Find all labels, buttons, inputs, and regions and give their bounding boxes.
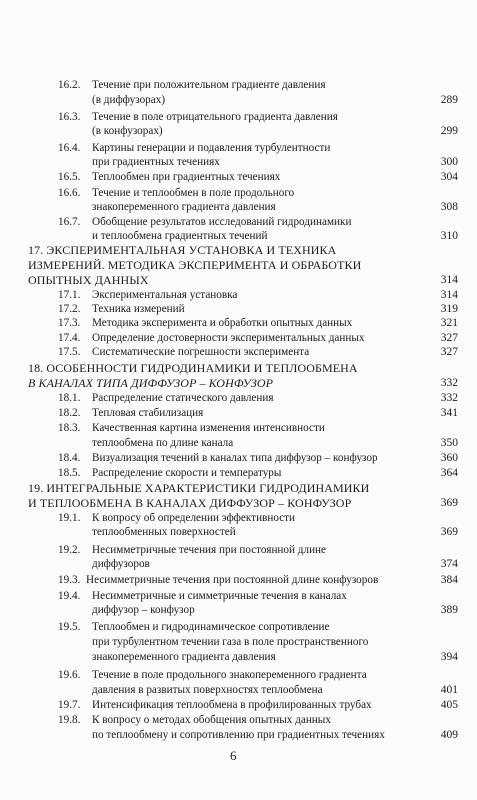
toc-entry-19-6: 19.6. Течение в поле продольного знакопеременного градиента — [58, 669, 367, 681]
page-ref: 389 — [440, 604, 458, 616]
toc-entry-19-7: 19.7. Интенсификация теплообмена в профилированных трубах — [58, 699, 372, 711]
toc-entry-19-4-cont: диффузор – конфузор — [92, 604, 195, 616]
page-number: 6 — [230, 748, 237, 763]
page-ref: 374 — [440, 558, 458, 570]
toc-entry-19-1: 19.1. К вопросу об определении эффективности — [58, 512, 296, 524]
page-ref: 360 — [440, 452, 458, 464]
toc-entry-17-1: 17.1. Экспериментальная установка — [58, 289, 238, 301]
page-ref: 308 — [440, 201, 458, 213]
chapter-heading-17-cont: ОПЫТНЫХ ДАННЫХ — [28, 273, 149, 287]
toc-entry-16-7: 16.7. Обобщение результатов исследований гидродинамики — [58, 216, 352, 228]
toc-entry-18-3: 18.3. Качественная картина изменения интенсивности — [58, 422, 325, 434]
page-ref: 319 — [440, 303, 458, 315]
chapter-heading-19: 19. ИНТЕГРАЛЬНЫЕ ХАРАКТЕРИСТИКИ ГИДРОДИНАМИКИ — [28, 481, 370, 495]
toc-entry-19-2-cont: диффузоров — [92, 558, 150, 570]
page-ref: 327 — [440, 346, 458, 358]
page-ref: 401 — [440, 684, 458, 696]
toc-entry-19-4: 19.4. Несимметричные и симметричные течения в каналах — [58, 590, 347, 602]
toc-entry-16-5: 16.5. Теплообмен при градиентных течениях — [58, 171, 281, 183]
toc-entry-19-5: 19.5. Теплообмен и гидродинамическое сопротивление — [58, 621, 330, 633]
toc-entry-16-2: 16.2. Течение при положительном градиенте давления — [58, 79, 326, 91]
toc-entry-18-3-cont: теплообмена по длине канала — [92, 437, 234, 449]
page-ref: 369 — [440, 526, 458, 538]
page-ref: 384 — [440, 574, 458, 586]
chapter-heading-18-cont: В КАНАЛАХ ТИПА ДИФФУЗОР – КОНФУЗОР — [28, 376, 274, 390]
toc-entry-16-6: 16.6. Течение и теплообмен в поле продольного — [58, 187, 295, 199]
toc-entry-19-5-cont: при турбулентном течении газа в поле пространственного — [92, 636, 369, 648]
toc-entry-18-4: 18.4. Визуализация течений в каналах типа диффузор – конфузор — [58, 452, 378, 464]
page-ref: 310 — [440, 230, 458, 242]
page-ref: 369 — [440, 497, 458, 509]
page-ref: 327 — [440, 332, 458, 344]
toc-entry-17-4: 17.4. Определение достоверности экспериментальных данных — [58, 332, 365, 344]
page-ref: 405 — [440, 699, 458, 711]
page-ref: 300 — [440, 156, 458, 168]
page-ref: 394 — [440, 651, 458, 663]
page-ref: 289 — [440, 94, 458, 106]
page-ref: 409 — [440, 729, 458, 741]
page-ref: 314 — [440, 289, 458, 301]
toc-entry-19-2: 19.2. Несимметричные течения при постоянной длине — [58, 544, 327, 556]
toc-entry-18-5: 18.5. Распределение скорости и температуры — [58, 467, 282, 479]
page-ref: 304 — [440, 171, 458, 183]
page-ref: 314 — [440, 274, 458, 286]
chapter-heading-17: 17. ЭКСПЕРИМЕНТАЛЬНАЯ УСТАНОВКА И ТЕХНИКА — [28, 243, 337, 257]
page-ref: 299 — [440, 125, 458, 137]
toc-entry-17-2: 17.2. Техника измерений — [58, 303, 185, 315]
page-ref: 321 — [440, 317, 458, 329]
toc-entry-16-3-cont: (в конфузорах) — [92, 125, 163, 137]
toc-entry-16-2-cont: (в диффузорах) — [92, 94, 166, 106]
toc-entry-19-6-cont: давления в развитых поверхностях теплообмена — [92, 684, 323, 696]
page-ref: 332 — [440, 392, 458, 404]
toc-entry-19-8: 19.8. К вопросу о методах обобщения опытных данных — [58, 714, 331, 726]
page-ref: 364 — [440, 467, 458, 479]
toc-entry-19-3: 19.3. Несимметричные течения при постоянной длине конфузоров — [58, 574, 379, 586]
toc-entry-17-5: 17.5. Систематические погрешности эксперимента — [58, 346, 310, 358]
toc-entry-17-3: 17.3. Методика эксперимента и обработки опытных данных — [58, 317, 353, 329]
page-ref: 350 — [440, 437, 458, 449]
toc-entry-16-6-cont: знакопеременного градиента давления — [92, 201, 276, 213]
toc-entry-16-4-cont: при градиентных течениях — [92, 156, 220, 168]
toc-entry-18-1: 18.1. Распределение статического давления — [58, 392, 274, 404]
toc-entry-16-3: 16.3. Течение в поле отрицательного градиента давления — [58, 111, 338, 123]
chapter-heading-18: 18. ОСОБЕННОСТИ ГИДРОДИНАМИКИ И ТЕПЛООБМЕНА — [28, 361, 358, 375]
chapter-heading-19-cont: И ТЕПЛООБМЕНА В КАНАЛАХ ДИФФУЗОР – КОНФУЗОР — [28, 496, 352, 510]
toc-entry-19-5-cont: знакопеременного градиента давления — [92, 651, 276, 663]
toc-entry-18-2: 18.2. Тепловая стабилизация — [58, 407, 204, 419]
toc-entry-19-8-cont: по теплообмену и сопротивлению при градиентных течениях — [92, 729, 385, 741]
page-ref: 341 — [440, 407, 458, 419]
toc-entry-19-1-cont: теплообменных поверхностей — [92, 526, 236, 538]
page-ref: 332 — [440, 377, 458, 389]
chapter-heading-17-cont: ИЗМЕРЕНИЙ. МЕТОДИКА ЭКСПЕРИМЕНТА И ОБРАБОТКИ — [28, 258, 362, 272]
toc-entry-16-4: 16.4. Картины генерации и подавления турбулентности — [58, 142, 331, 154]
toc-entry-16-7-cont: и теплообмена градиентных течений — [92, 230, 268, 242]
